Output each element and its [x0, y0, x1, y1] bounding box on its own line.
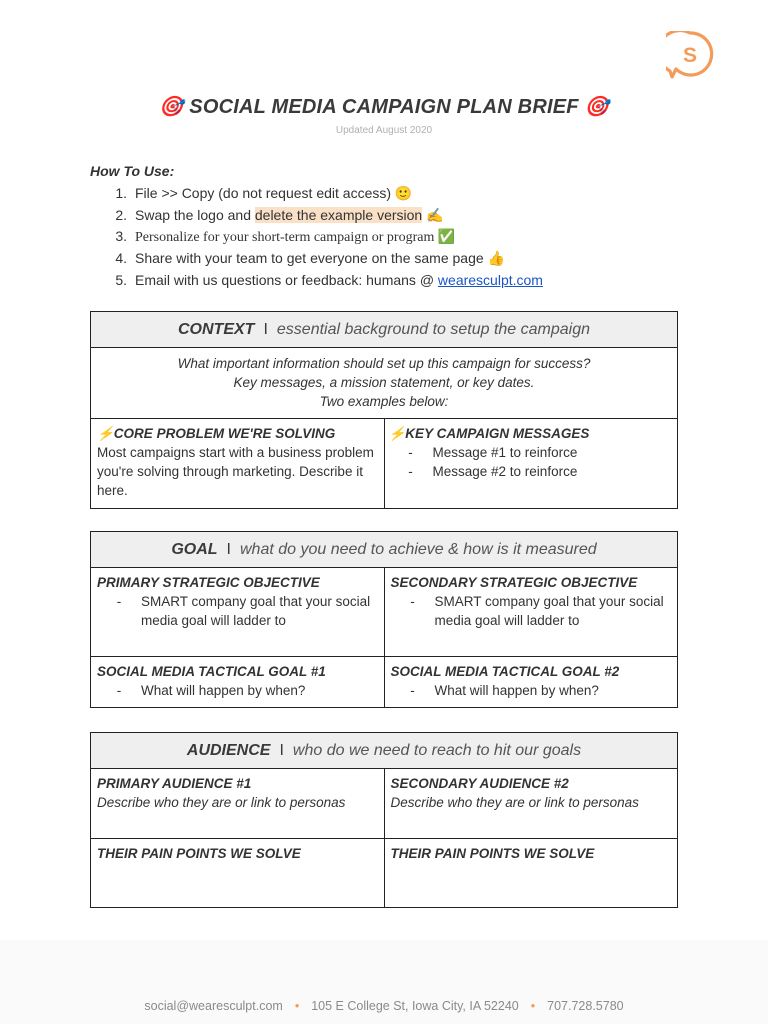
list-item: - SMART company goal that your social media goal will ladder to	[410, 594, 664, 628]
footer-address: 105 E College St, Iowa City, IA 52240	[311, 999, 519, 1013]
step-item: 1. File >> Copy (do not request edit access) 🙂	[115, 185, 413, 201]
core-problem-cell	[91, 419, 385, 509]
core-problem-body: Most campaigns start with a business problem you're solving through marketing. Describe it here.	[97, 445, 374, 498]
key-messages-cell	[384, 419, 678, 509]
primary-audience-cell: PRIMARY AUDIENCE #1 Describe who they are or link to personas	[91, 769, 385, 839]
website-link[interactable]: wearesculpt.com	[437, 271, 543, 288]
step-item: 4. Share with your team to get everyone on the same page 👍	[115, 250, 505, 267]
audience-section	[90, 732, 678, 908]
how-to-heading: How To Use:	[90, 163, 175, 179]
highlighted-text: delete the example version	[254, 206, 423, 223]
goal-section	[90, 531, 678, 708]
audience-header: AUDIENCE I who do we need to reach to hit our goals	[91, 733, 678, 769]
key-messages-title: ⚡KEY CAMPAIGN MESSAGES	[388, 426, 590, 441]
footer-email[interactable]: social@wearesculpt.com	[144, 999, 283, 1013]
updated-date: Updated August 2020	[335, 125, 433, 136]
pain-points-1-cell: THEIR PAIN POINTS WE SOLVE	[91, 839, 385, 908]
primary-objective-cell: PRIMARY STRATEGIC OBJECTIVE - SMART company goal that your social media goal will ladder to	[91, 568, 385, 657]
step-item: 3. Personalize for your short-term campaign or program ✅	[115, 228, 456, 246]
context-section	[90, 311, 678, 509]
secondary-audience-cell: SECONDARY AUDIENCE #2 Describe who they are or link to personas	[384, 769, 678, 839]
page-title: 🎯 SOCIAL MEDIA CAMPAIGN PLAN BRIEF 🎯	[158, 96, 610, 118]
sculpt-logo-icon	[666, 31, 714, 79]
context-header: CONTEXT I essential background to setup the campaign	[91, 312, 678, 348]
core-problem-title: ⚡CORE PROBLEM WE'RE SOLVING	[97, 426, 336, 441]
list-item: - SMART company goal that your social media goal will ladder to	[116, 594, 371, 628]
tactical-goal-1-cell: SOCIAL MEDIA TACTICAL GOAL #1 - What will happen by when?	[91, 657, 385, 708]
list-item: - Message #2 to reinforce	[408, 464, 578, 479]
list-item: - Message #1 to reinforce	[408, 445, 578, 460]
step-item: 5. Email with us questions or feedback: humans @ wearesculpt.com	[115, 271, 543, 288]
footer-phone: 707.728.5780	[547, 999, 624, 1013]
list-item: - What will happen by when?	[116, 683, 306, 698]
tactical-goal-2-cell: SOCIAL MEDIA TACTICAL GOAL #2 - What will happen by when?	[384, 657, 678, 708]
how-to-steps	[90, 183, 543, 291]
list-item: - What will happen by when?	[410, 683, 599, 698]
secondary-objective-cell: SECONDARY STRATEGIC OBJECTIVE - SMART company goal that your social media goal will ladder to	[384, 568, 678, 657]
context-intro: What important information should set up this campaign for success? Key messages, a mission statement, or key dates. Two examples below:	[91, 348, 678, 419]
goal-header: GOAL I what do you need to achieve & how is it measured	[91, 532, 678, 568]
footer: social@wearesculpt.com • 105 E College St, Iowa City, IA 52240 • 707.728.5780	[144, 999, 624, 1013]
pain-points-2-cell: THEIR PAIN POINTS WE SOLVE	[384, 839, 678, 908]
svg-text:S: S	[682, 44, 698, 67]
step-item: 2. Swap the logo and delete the example version ✍️	[115, 206, 444, 223]
